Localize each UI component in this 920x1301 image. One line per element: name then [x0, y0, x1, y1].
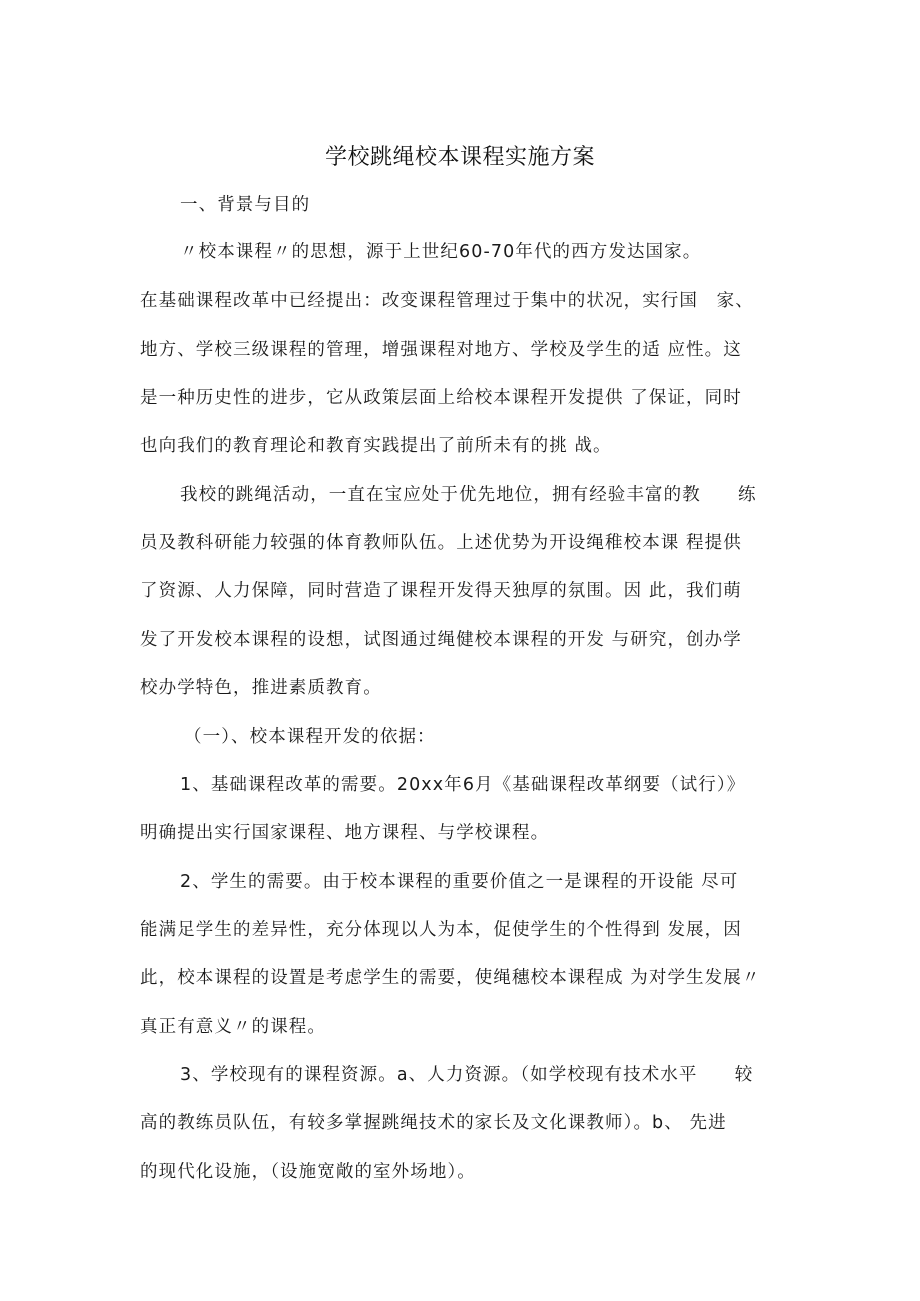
paragraph-line: 〃校本课程〃的思想，源于上世纪60-70年代的西方发达国家。	[180, 242, 702, 262]
paragraph-line: 真正有意义〃的课程。	[140, 1017, 326, 1037]
paragraph-line: 在基础课程改革中已经提出：改变课程管理过于集中的状况，实行国 家、	[140, 291, 754, 311]
paragraph-line: 3、学校现有的课程资源。a、人力资源。（如学校现有技术水平 较	[180, 1065, 754, 1085]
paragraph-line: 发了开发校本课程的设想，试图通过绳健校本课程的开发 与研究，创办学	[140, 630, 742, 650]
paragraph-line: 高的教练员队伍，有较多掌握跳绳技术的家长及文化课教师）。b、 先进	[140, 1113, 727, 1133]
paragraph-line: 能满足学生的差异性，充分体现以人为本，促使学生的个性得到 发展，因	[140, 920, 742, 940]
paragraph-line: 1、基础课程改革的需要。20xx年6月《基础课程改革纲要（试行）》	[180, 775, 746, 795]
subsection-heading-basis: （一）、校本课程开发的依据：	[184, 727, 436, 747]
paragraph-line: 也向我们的教育理论和教育实践提出了前所未有的挑 战。	[140, 436, 612, 456]
paragraph-line: 此，校本课程的设置是考虑学生的需要，使绳穗校本课程成 为对学生发展〃	[140, 968, 761, 988]
section-heading-background: 一、背景与目的	[180, 195, 311, 215]
paragraph-line: 员及教科研能力较强的体育教师队伍。上述优势为开设绳稚校本课 程提供	[140, 533, 742, 553]
document-title: 学校跳绳校本课程实施方案	[324, 145, 595, 170]
paragraph-line: 地方、学校三级课程的管理，增强课程对地方、学校及学生的适 应性。这	[140, 340, 742, 360]
paragraph-line: 校办学特色，推进素质教育。	[140, 678, 382, 698]
paragraph-line: 我校的跳绳活动，一直在宝应处于优先地位，拥有经验丰富的教 练	[180, 485, 757, 505]
paragraph-line: 的现代化设施，（设施宽敞的室外场地）。	[140, 1162, 476, 1182]
paragraph-line: 明确提出实行国家课程、地方课程、与学校课程。	[140, 823, 550, 843]
paragraph-line: 是一种历史性的进步，它从政策层面上给校本课程开发提供 了保证，同时	[140, 388, 742, 408]
paragraph-line: 2、学生的需要。由于校本课程的重要价值之一是课程的开设能 尽可	[180, 872, 739, 892]
paragraph-line: 了资源、人力保障，同时营造了课程开发得天独厚的氛围。因 此，我们萌	[140, 581, 742, 601]
